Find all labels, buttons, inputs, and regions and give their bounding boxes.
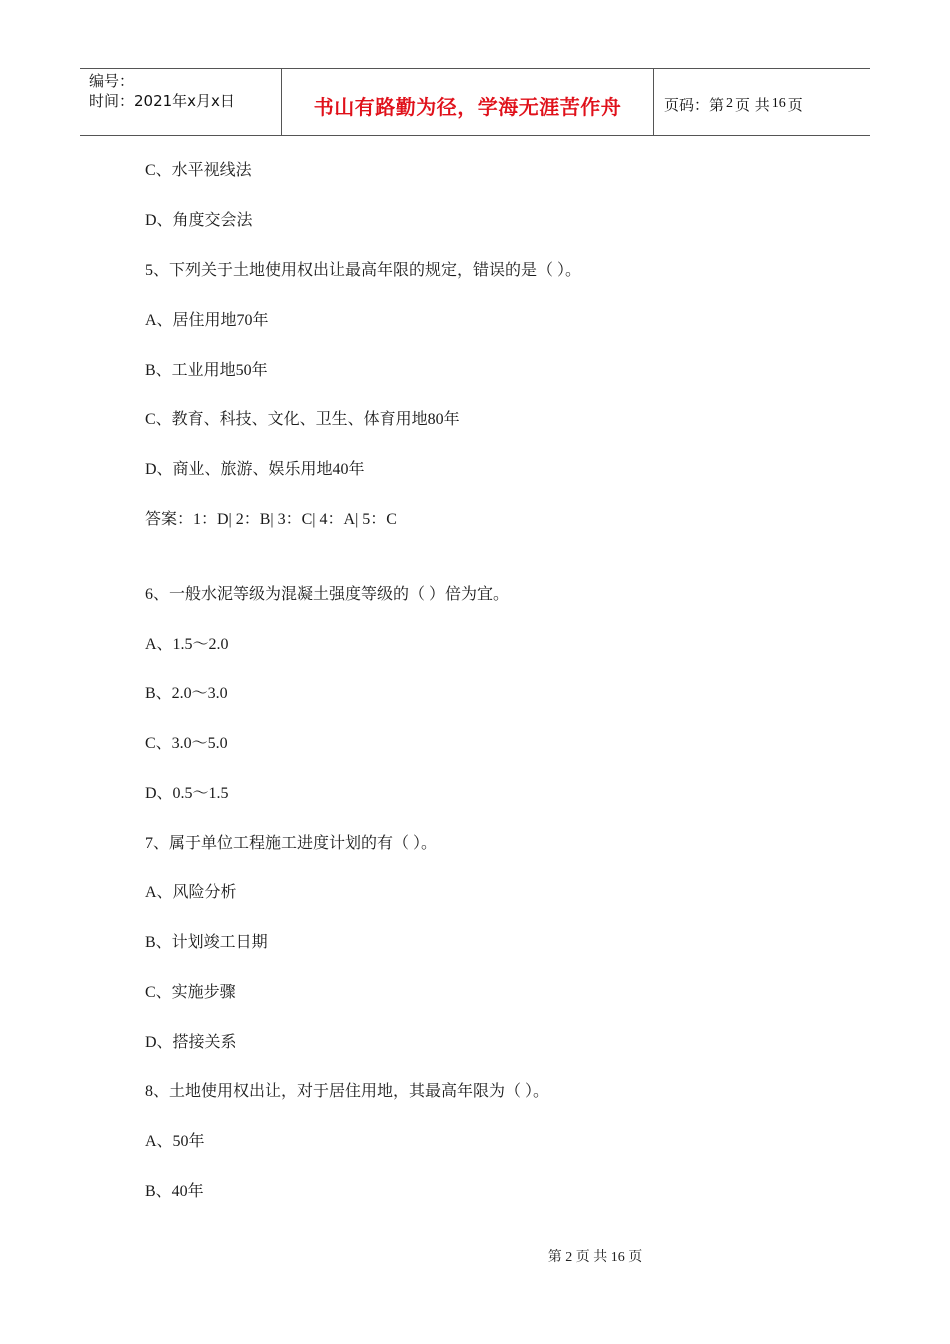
- page-mid: 页 共: [735, 95, 770, 114]
- option-line: A、50年: [145, 1133, 205, 1150]
- page-suffix: 页: [787, 95, 803, 114]
- page-prefix: 页码：第: [664, 95, 725, 114]
- option-line: C、实施步骤: [145, 984, 236, 1001]
- option-line: A、风险分析: [145, 884, 237, 901]
- option-line: B、2.0～3.0: [145, 685, 228, 702]
- header-meta: [80, 69, 281, 135]
- option-line: C、水平视线法: [145, 162, 252, 179]
- option-line: D、搭接关系: [145, 1034, 237, 1051]
- option-line: C、教育、科技、文化、卫生、体育用地80年: [145, 411, 460, 428]
- page-current: 2: [726, 96, 734, 111]
- page-total: 16: [771, 96, 786, 111]
- option-line: D、角度交会法: [145, 212, 253, 229]
- answer-line: 答案：1：D| 2：B| 3：C| 4：A| 5：C: [145, 511, 397, 528]
- header-motto: 书山有路勤为径，学海无涯苦作舟: [313, 94, 622, 119]
- header-motto-cell: [281, 69, 654, 135]
- page-footer: 第 2 页 共 16 页: [547, 1250, 643, 1265]
- page-header: [80, 68, 870, 136]
- document-number-label: 编号：: [89, 72, 135, 90]
- option-line: A、1.5～2.0: [145, 636, 229, 653]
- question-line: 8、土地使用权出让，对于居住用地，其最高年限为（ ）。: [145, 1083, 550, 1100]
- question-line: 6、一般水泥等级为混凝土强度等级的（ ）倍为宜。: [145, 586, 510, 603]
- question-line: 7、属于单位工程施工进度计划的有（ ）。: [145, 835, 438, 852]
- option-line: D、商业、旅游、娱乐用地40年: [145, 461, 365, 478]
- option-line: B、计划竣工日期: [145, 934, 268, 951]
- option-line: C、3.0～5.0: [145, 735, 228, 752]
- option-line: D、0.5～1.5: [145, 785, 229, 802]
- option-line: B、40年: [145, 1183, 204, 1200]
- option-line: B、工业用地50年: [145, 362, 268, 379]
- option-line: A、居住用地70年: [145, 312, 269, 329]
- document-time: 时间：2021年x月x日: [89, 92, 235, 110]
- question-line: 5、下列关于土地使用权出让最高年限的规定，错误的是（ ）。: [145, 262, 582, 279]
- header-page-info: [654, 69, 870, 135]
